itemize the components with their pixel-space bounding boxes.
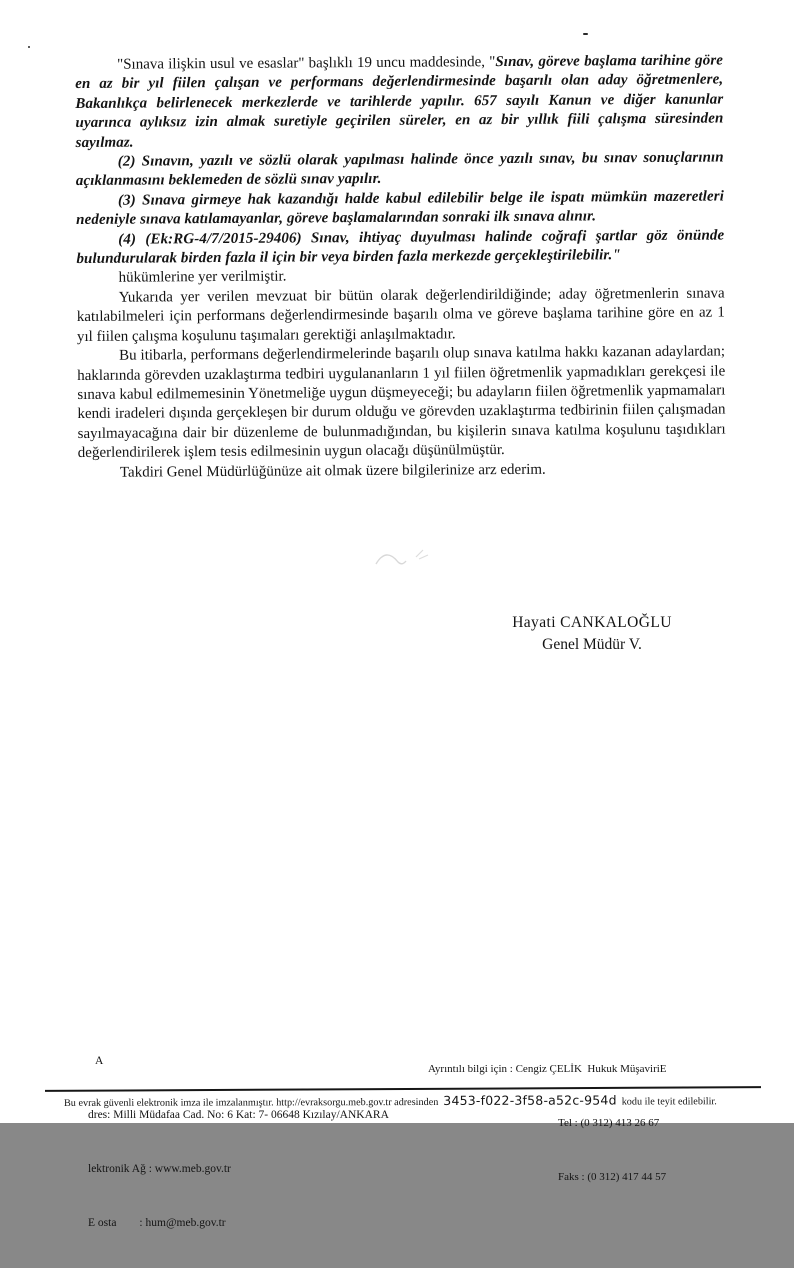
- scan-artifact-dash: [583, 33, 588, 35]
- faint-signature-mark: [372, 543, 442, 569]
- closing-line: Takdiri Genel Müdürlüğünüze ait olmak üzere bilgilerinize arz ederim.: [119, 461, 546, 481]
- assessment-paragraph-2: Bu itibarla, performans değerlendirmelerinde başarılı olup sınava katılma hakkı kazanan adaylardan; haklarında görevden uzaklaştırma tedbiri uygulananların 1 yıl fiilen öğretmenlik yapmadıkları gerekçesi ile sınava kabul edilmemesinin Yönetmeliğe uygun düşmeyeceği; bu adayların fiilen öğretmenlik yapmamaları kendi iradeleri dışında gerçekleşen bir durum olduğu ve görevden uzaklaştırma tedbirinin fiilen çalışmadan sayılmayacağına dair bir düzenleme de bulunmadığından, bu kişilerin sınava katılma koşulunu taşıdıkları değerlendirilerek işlem tesis edilmesinin uygun olacağı düşünülmüştür.: [77, 343, 726, 462]
- footer-fax: Faks : (0 312) 417 44 57: [558, 1171, 667, 1183]
- footer-address-line: dres: Milli Müdafaa Cad. No: 6 Kat: 7- 06648 Kızılay/ANKARA: [88, 1109, 389, 1121]
- e-signature-verification-line: [64, 1092, 792, 1109]
- quote-paragraph-4: (4) (Ek:RG-4/7/2015-29406) Sınav, ihtiyaç duyulması halinde coğrafi şartlar göz önünde bulundurularak birden fazla il için bir veya birden fazla merkezde gerçekleştirilebilir.": [76, 227, 725, 268]
- quote-clause-1: Sınav, göreve başlama tarihine göre en az bir yıl fiilen çalışan ve performans değerlendirmesinde başarılı olan aday öğretmenlere, Bakanlıkça belirlenecek merkezlerde ve tarihlerde yapılır. 657 sayılı Kanun ve diğer kanunlar uyarınca aylıksız izin almak suretiyle geçirilen süreler, en az bir yıllık fiili çalışma süresinden sayılmaz.: [75, 52, 724, 151]
- letter-body: [75, 51, 726, 482]
- footer-contact-block: [428, 1024, 778, 1222]
- verification-suffix: kodu ile teyit edilebilir.: [621, 1096, 717, 1108]
- after-quote-line: hükümlerine yer verilmiştir.: [118, 268, 287, 287]
- footer-address-block: [88, 1016, 389, 1268]
- footer-email-line: E osta : hum@meb.gov.tr: [88, 1217, 226, 1229]
- footer-address-line: A: [95, 1055, 104, 1067]
- assessment-paragraph-1: Yukarıda yer verilen mevzuat bir bütün olarak değerlendirildiğinde; aday öğretmenlerin sınava katılabilmeleri için performans değerlendirmesinde başarılı olma ve göreve başlama tarihine göre en az 1 yıl fiilen çalışma koşulunu taşımaları gerektiği anlaşılmaktadır.: [76, 285, 725, 345]
- footer-contact-person: Ayrıntılı bilgi için : Cengiz ÇELİK Hukuk MüşaviriE: [428, 1063, 667, 1075]
- quote-paragraph-2: (2) Sınavın, yazılı ve sözlü olarak yapılması halinde önce yazılı sınav, bu sınav sonuçlarının açıklanmasını beklemeden de sözlü sınav yapılır.: [75, 149, 724, 190]
- verification-prefix: Bu evrak güvenli elektronik imza ile imzalanmıştır. http://evraksorgu.meb.gov.tr adresinden: [63, 1096, 439, 1109]
- quote-intro-text: "Sınava ilişkin usul ve esaslar" başlıklı 19 uncu maddesinde, ": [117, 54, 496, 73]
- signer-name: Hayati CANKALOĞLU: [512, 614, 672, 631]
- verification-code: 3453-f022-3f58-a52c-954d: [443, 1092, 617, 1108]
- footer-phone: Tel : (0 312) 413 26 67: [558, 1117, 660, 1129]
- signer-title: Genel Müdür V.: [542, 636, 642, 653]
- quote-paragraph-3: (3) Sınava girmeye hak kazandığı halde kabul edilebilir belge ile ispatı mümkün mazeretleri nedeniyle sınava katılamayanlar, göreve başlamalarından sonraki ilk sınava alınır.: [76, 188, 725, 229]
- footer-website-line: lektronik Ağ : www.meb.gov.tr: [88, 1163, 231, 1175]
- scan-artifact-dot: [28, 46, 30, 48]
- signature-block: [498, 612, 686, 656]
- quote-paragraph-1: [75, 51, 724, 153]
